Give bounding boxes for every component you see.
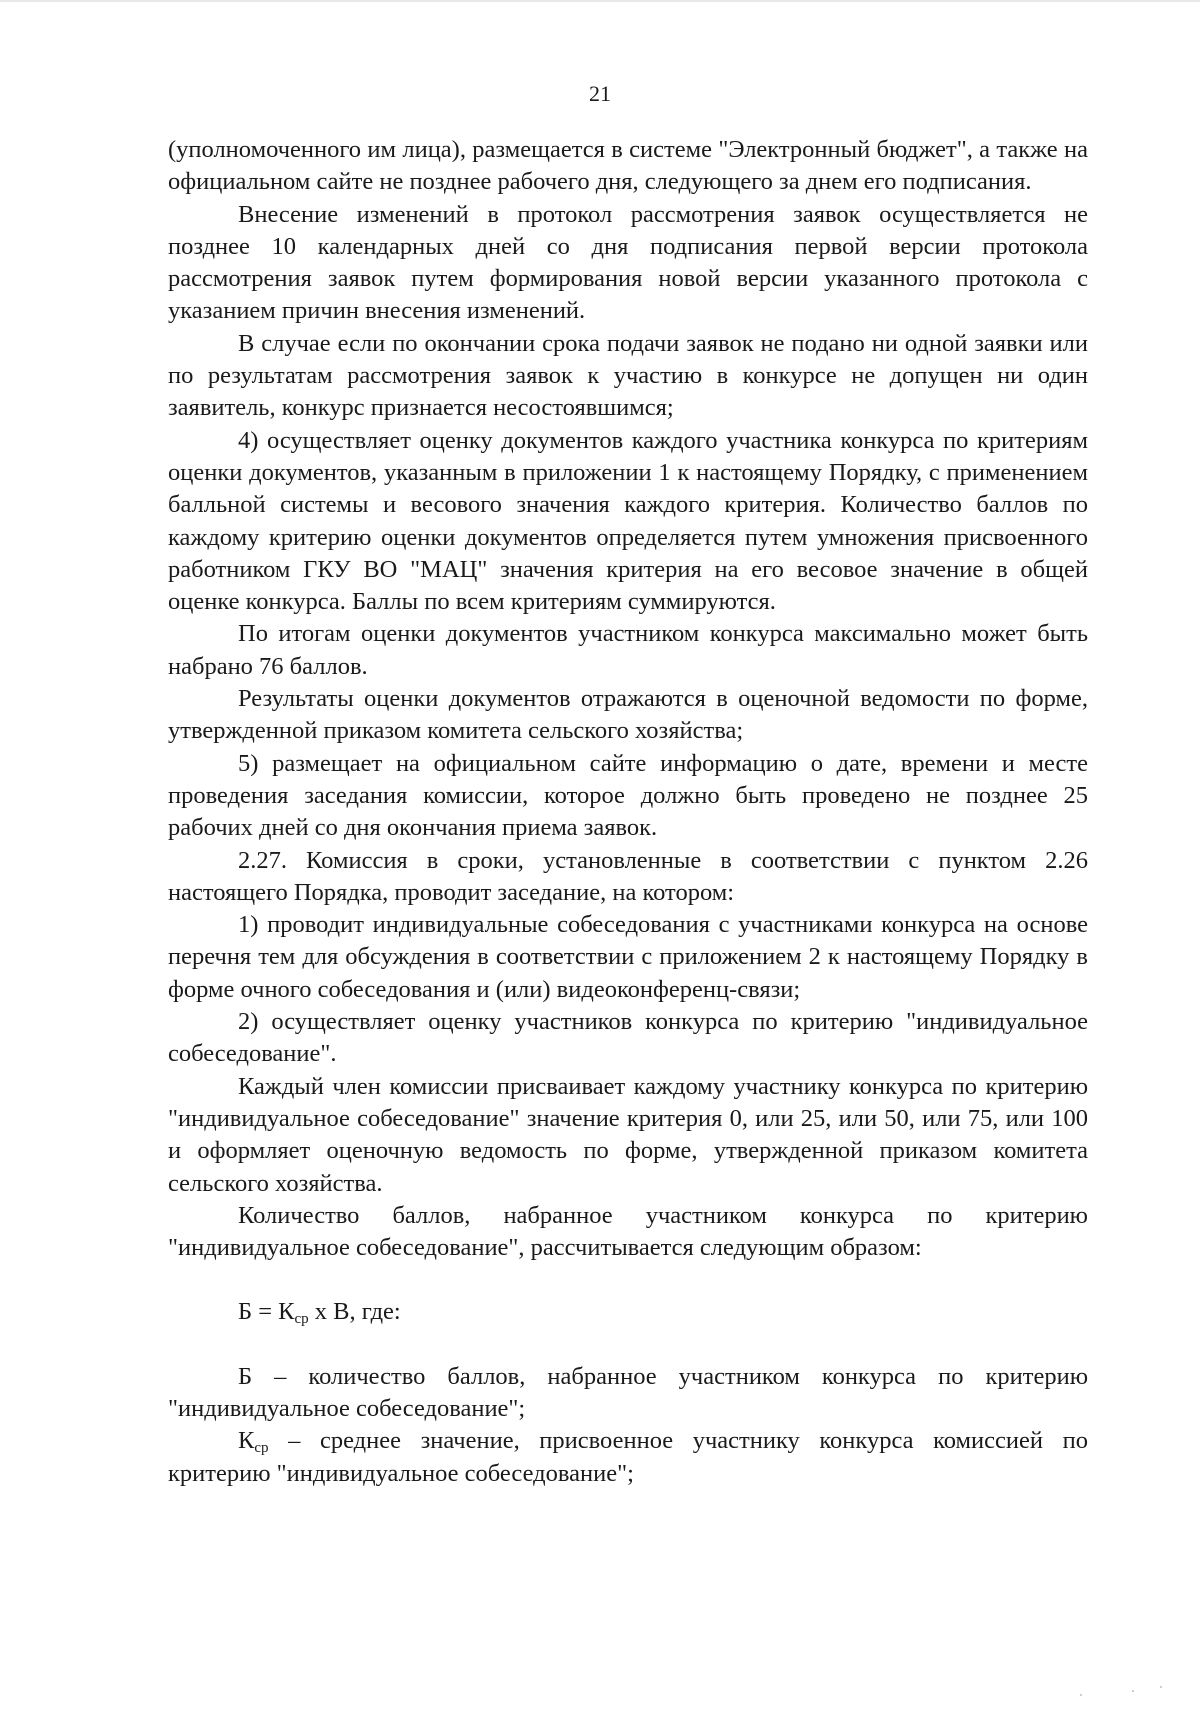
definition-symbol: Б <box>238 1362 253 1390</box>
formula-rhs: х В, где: <box>308 1298 401 1326</box>
definition-text: – среднее значение, присвоенное участнику конкурса комиссией по критерию "индивидуальное собеседование"; <box>168 1427 1088 1487</box>
definition-text: – количество баллов, набранное участником конкурса по критерию "индивидуальное собеседование"; <box>168 1362 1088 1422</box>
paragraph: Количество баллов, набранное участником конкурса по критерию "индивидуальное собеседование", рассчитывается следующим образом: <box>168 1201 1088 1262</box>
spacer <box>168 1264 1088 1296</box>
paragraph: 4) осуществляет оценку документов каждого участника конкурса по критериям оценки документов, указанным в приложении 1 к настоящему Порядку, с применением балльной системы и весового значения каждого критерия. Количество баллов по каждому критерию оценки документов определяется путем умножения присвоенного работником ГКУ ВО "МАЦ" значения критерия на его весовое значение в общей оценке конкурса. Баллы по всем критериям суммируются. <box>168 426 1088 616</box>
paragraph: 2) осуществляет оценку участников конкурса по критерию "индивидуальное собеседование". <box>168 1008 1088 1068</box>
paragraph: 5) размещает на официальном сайте информацию о дате, времени и месте проведения заседания комиссии, которое должно быть проведено не позднее 25 рабочих дней со дня окончания приема заявок. <box>168 749 1088 842</box>
paragraph: 2.27. Комиссия в сроки, установленные в соответствии с пунктом 2.26 настоящего Порядка, проводит заседание, на котором: <box>168 846 1088 906</box>
paragraph: В случае если по окончании срока подачи заявок не подано ни одной заявки или по результатам рассмотрения заявок к участию в конкурсе не допущен ни один заявитель, конкурс признается несостоявшимся; <box>168 329 1088 422</box>
scan-edge <box>0 0 1200 2</box>
paragraph: Внесение изменений в протокол рассмотрения заявок осуществляется не позднее 10 календарных дней со дня подписания первой версии протокола рассмотрения заявок путем формирования новой версии указанного протокола с указанием причин внесения изменений. <box>168 200 1088 325</box>
page-number: 21 <box>589 81 611 106</box>
definition-symbol: К <box>238 1427 255 1455</box>
definition-b <box>168 1361 1088 1426</box>
spacer <box>168 1329 1088 1361</box>
paragraph: Результаты оценки документов отражаются в оценочной ведомости по форме, утвержденной приказом комитета сельского хозяйства; <box>168 685 1088 745</box>
scan-speck <box>1160 1686 1162 1688</box>
scan-speck <box>1132 1690 1134 1692</box>
definition-ksr <box>168 1425 1088 1490</box>
scan-speck <box>1080 1694 1082 1696</box>
formula-subscript: ср <box>294 1311 309 1328</box>
formula <box>168 1296 1088 1328</box>
paragraph: (уполномоченного им лица), размещается в системе "Электронный бюджет", а также на официальном сайте не позднее рабочего дня, следующего за днем его подписания. <box>168 136 1088 196</box>
paragraph: 1) проводит индивидуальные собеседования с участниками конкурса на основе перечня тем для обсуждения в соответствии с приложением 2 к настоящему Порядку в форме очного собеседования и (или) видеоконференц-связи; <box>168 911 1088 1003</box>
document-body <box>168 134 1088 1490</box>
paragraph: Каждый член комиссии присваивает каждому участнику конкурса по критерию "индивидуальное собеседование" значение критерия 0, или 25, или 50, или 75, или 100 и оформляет оценочную ведомость по форме, утвержденной приказом комитета сельского хозяйства. <box>168 1072 1088 1197</box>
formula-lhs: Б = К <box>238 1298 295 1326</box>
paragraph: По итогам оценки документов участником конкурса максимально может быть набрано 76 баллов. <box>168 620 1088 680</box>
definition-subscript: ср <box>254 1440 269 1457</box>
